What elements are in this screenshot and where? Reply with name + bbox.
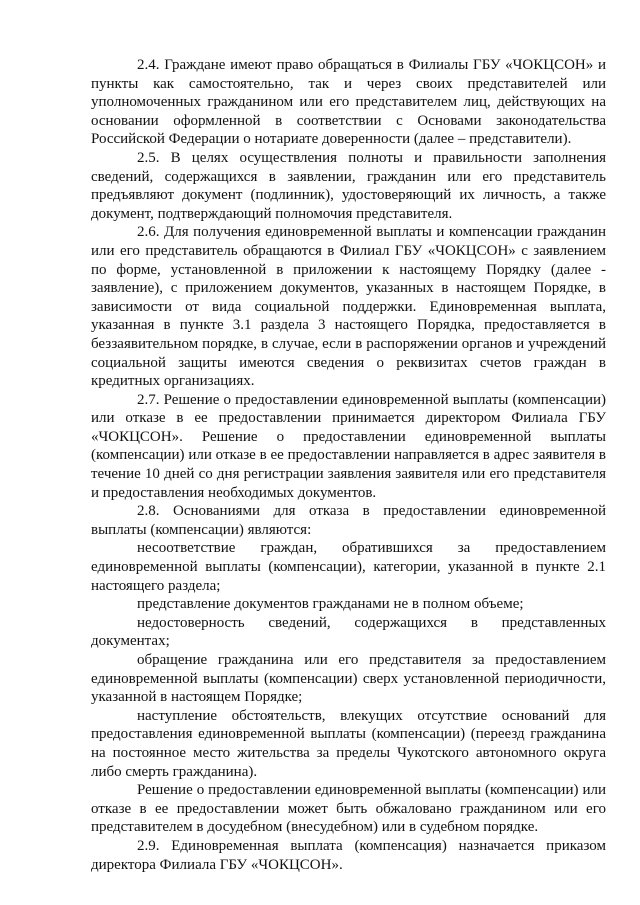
list-item-refusal-false-info: недостоверность сведений, содержащихся в представленных документах; (91, 614, 606, 650)
list-item-refusal-periodicity: обращение гражданина или его представителя за предоставлением единовременной выплаты (компенсации) сверх установленной периодичности, указанной в настоящем Порядке; (91, 652, 606, 706)
paragraph-2-5: 2.5. В целях осуществления полноты и правильности заполнения сведений, содержащихся в заявлении, гражданин или его представитель предъявляют документ (подлинник), удостоверяющий их личность, а также документ, подтверждающий полномочия представителя. (91, 149, 606, 222)
paragraph-2-7: 2.7. Решение о предоставлении единовременной выплаты (компенсации) или отказе в ее предоставлении принимается директором Филиала ГБУ «ЧОКЦСОН». Решение о предоставлении единовременной выплаты (компенсации) или отказе в ее предоставлении направляется в адрес заявителя в течение 10 дней со дня регистрации заявления заявителя или его представителя и предоставления необходимых документов. (91, 391, 606, 501)
paragraph-appeal: Решение о предоставлении единовременной выплаты (компенсации) или отказе в ее предоставлении может быть обжаловано гражданином или его представителем в досудебном (внесудебном) или в судебном порядке. (91, 782, 606, 836)
list-item-refusal-category: несоответствие граждан, обратившихся за предоставлением единовременной выплаты (компенсации), категории, указанной в пункте 2.1 настоящего раздела; (91, 540, 606, 594)
paragraph-2-6: 2.6. Для получения единовременной выплаты и компенсации гражданин или его представитель обращаются в Филиал ГБУ «ЧОКЦСОН» с заявлением по форме, установленной в приложении к настоящему Порядку (далее - заявление), с приложением документов, указанных в настоящем Порядке, в зависимости от вида социальной поддержки. Единовременная выплата, указанная в пункте 3.1 раздела 3 настоящего Порядка, предоставляется в беззаявительном порядке, в случае, если в распоряжении органов и учреждений социальной защиты имеются сведения о реквизитах счетов граждан в кредитных организациях. (91, 224, 606, 390)
list-item-refusal-incomplete-docs: представление документов гражданами не в полном объеме; (137, 596, 524, 613)
paragraph-2-4: 2.4. Граждане имеют право обращаться в Филиалы ГБУ «ЧОКЦСОН» и пункты как самостоятельно, так и через своих представителей или уполномоченных гражданином или его представителем лиц, действующих на основании оформленной в соответствии с Основами законодательства Российской Федерации о нотариате доверенности (далее – представители). (91, 57, 606, 148)
paragraph-2-9: 2.9. Единовременная выплата (компенсация) назначается приказом директора Филиала ГБУ «ЧОКЦСОН». (91, 837, 606, 873)
paragraph-2-8: 2.8. Основаниями для отказа в предоставлении единовременной выплаты (компенсации) являются: (91, 503, 606, 538)
list-item-refusal-circumstances: наступление обстоятельств, влекущих отсутствие оснований для предоставления единовременной выплаты (компенсации) (переезд гражданина на постоянное место жительства за пределы Чукотского автономного округа либо смерть гражданина). (91, 707, 606, 780)
